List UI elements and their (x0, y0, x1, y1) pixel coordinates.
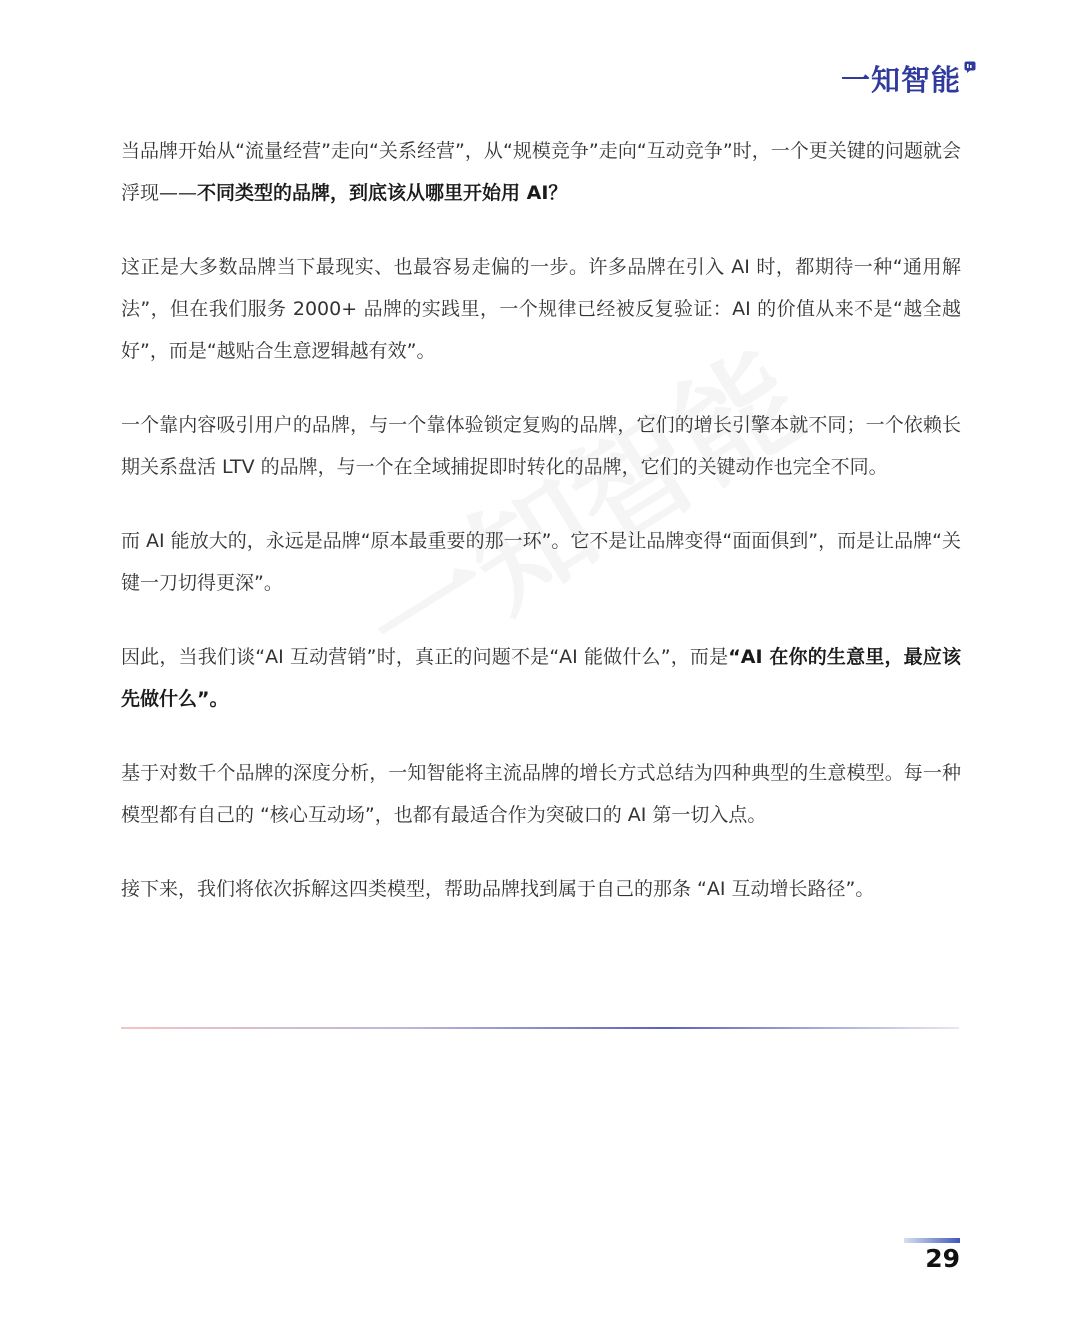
page-number-accent (904, 1238, 960, 1243)
paragraph-7 (121, 868, 961, 910)
page-number: 29 (925, 1244, 960, 1273)
paragraph-text: 接下来，我们将依次拆解这四类模型，帮助品牌找到属于自己的那条 “AI 互动增长路径”。 (121, 878, 875, 900)
paragraph-2 (121, 246, 961, 372)
paragraph-text: 基于对数千个品牌的深度分析，一知智能将主流品牌的增长方式总结为四种典型的生意模型。每一种模型都有自己的 “核心互动场”，也都有最适合作为突破口的 AI 第一切入点。 (121, 762, 961, 826)
paragraph-text: 而 AI 能放大的，永远是品牌“原本最重要的那一环”。它不是让品牌变得“面面俱到”，而是让品牌“关键一刀切得更深”。 (121, 530, 961, 594)
article-body (121, 130, 961, 942)
paragraph-6 (121, 752, 961, 836)
paragraph-emphasis: “AI 在你的生意里，最应该先做什么”。 (121, 646, 961, 710)
paragraph-text: 这正是大多数品牌当下最现实、也最容易走偏的一步。许多品牌在引入 AI 时，都期待一种“通用解法”，但在我们服务 2000+ 品牌的实践里，一个规律已经被反复验证：AI 的价值从来不是“越全越好”，而是“越贴合生意逻辑越有效”。 (121, 256, 961, 362)
brand-chat-icon (964, 58, 976, 70)
paragraph-4 (121, 520, 961, 604)
brand-logo (841, 58, 976, 99)
paragraph-1 (121, 130, 961, 214)
paragraph-emphasis: 不同类型的品牌，到底该从哪里开始用 AI？ (197, 182, 568, 204)
paragraph-text: 一个靠内容吸引用户的品牌，与一个靠体验锁定复购的品牌，它们的增长引擎本就不同；一个依赖长期关系盘活 LTV 的品牌，与一个在全域捕捉即时转化的品牌，它们的关键动作也完全不同。 (121, 414, 961, 478)
paragraph-text: 因此，当我们谈“AI 互动营销”时，真正的问题不是“AI 能做什么”，而是 (121, 646, 729, 668)
paragraph-5 (121, 636, 961, 720)
logo-text: 一知智能 (840, 63, 961, 97)
paragraph-text: 当品牌开始从“流量经营”走向“关系经营”，从“规模竞争”走向“互动竞争”时，一个更关键的问题就会浮现—— (121, 140, 961, 204)
paragraph-3 (121, 404, 961, 488)
section-divider (121, 1027, 959, 1029)
